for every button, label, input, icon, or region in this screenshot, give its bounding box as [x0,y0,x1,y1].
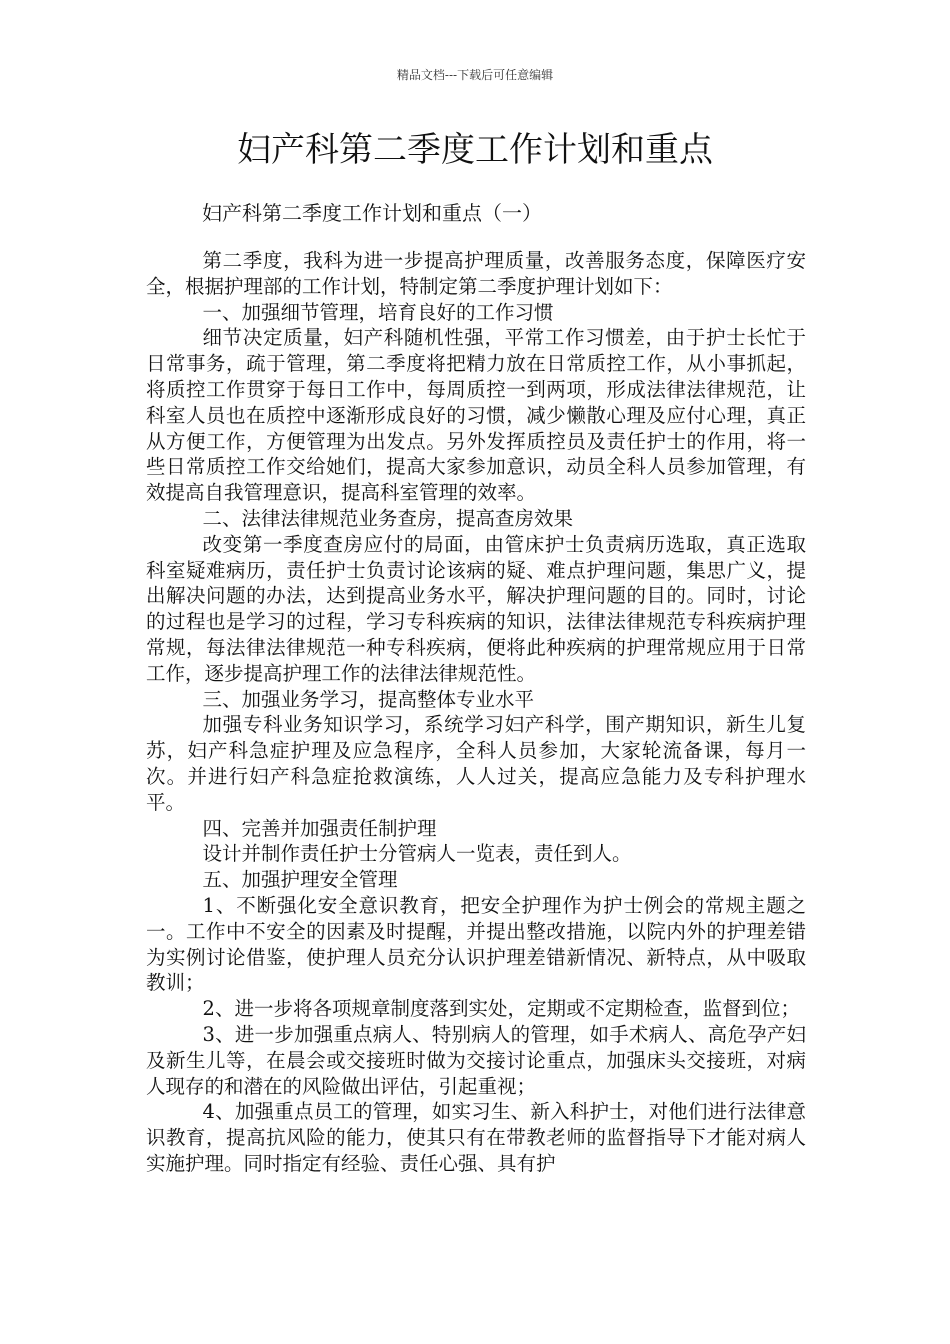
paragraph-section-2: 改变第一季度查房应付的局面，由管床护士负责病历选取，真正选取科室疑难病历，责任护士负责讨论该病的疑、难点护理问题，集思广义，提出解决问题的办法，达到提高业务水平，解决护理问题的目的。同时，讨论的过程也是学习的过程，学习专科疾病的知识，法律法律规范专科疾病护理常规，每法律法律规范一种专科疾病，便将此种疾病的护理常规应用于日常工作，逐步提高护理工作的法律法律规范性。 [146,532,806,685]
paragraph-item-4: 4、加强重点员工的管理，如实习生、新入科护士，对他们进行法律意识教育，提高抗风险的能力，使其只有在带教老师的监督指导下才能对病人实施护理。同时指定有经验、责任心强、具有护 [146,1100,806,1175]
header-note: 精品文档---下载后可任意编辑 [396,68,554,82]
paragraph-intro: 第二季度，我科为进一步提高护理质量，改善服务态度，保障医疗安全，根据护理部的工作计划，特制定第二季度护理计划如下： [146,249,806,298]
paragraph-item-1: 1、不断强化安全意识教育，把安全护理作为护士例会的常规主题之一。工作中不安全的因素及时提醒，并提出整改措施，以院内外的护理差错为实例讨论借鉴，使护理人员充分认识护理差错新情况、新特点，从中吸取教训； [146,893,806,995]
heading-section-4: 四、完善并加强责任制护理 [202,816,437,840]
heading-section-5: 五、加强护理安全管理 [202,868,398,892]
paragraph-section-3: 加强专科业务知识学习，系统学习妇产科学，围产期知识，新生儿复苏，妇产科急症护理及应急程序，全科人员参加，大家轮流备课，每月一次。并进行妇产科急症抢救演练，人人过关，提高应急能力及专科护理水平。 [146,713,806,814]
heading-section-1: 一、加强细节管理，培育良好的工作习惯 [202,300,554,324]
paragraph-item-3: 3、进一步加强重点病人、特别病人的管理，如手术病人、高危孕产妇及新生儿等，在晨会或交接班时做为交接讨论重点，加强床头交接班，对病人现存的和潜在的风险做出评估，引起重视； [146,1022,806,1098]
heading-section-2: 二、法律法律规范业务查房，提高查房效果 [202,506,574,530]
document-title: 妇产科第二季度工作计划和重点 [237,130,713,170]
paragraph-item-2: 2、进一步将各项规章制度落到实处，定期或不定期检查，监督到位； [202,997,800,1021]
heading-section-3: 三、加强业务学习，提高整体专业水平 [202,687,535,711]
paragraph-section-4: 设计并制作责任护士分管病人一览表，责任到人。 [202,842,632,866]
paragraph-section-1: 细节决定质量，妇产科随机性强，平常工作习惯差，由于护士长忙于日常事务，疏于管理，第二季度将把精力放在日常质控工作，从小事抓起，将质控工作贯穿于每日工作中，每周质控一到两项，形成法律法律规范，让科室人员也在质控中逐渐形成良好的习惯，减少懒散心理及应付心理，真正从方便工作，方便管理为出发点。另外发挥质控员及责任护士的作用，将一些日常质控工作交给她们，提高大家参加意识，动员全科人员参加管理，有效提高自我管理意识，提高科室管理的效率。 [146,326,806,505]
document-body [146,248,806,1177]
document-subtitle: 妇产科第二季度工作计划和重点（一） [202,201,542,225]
